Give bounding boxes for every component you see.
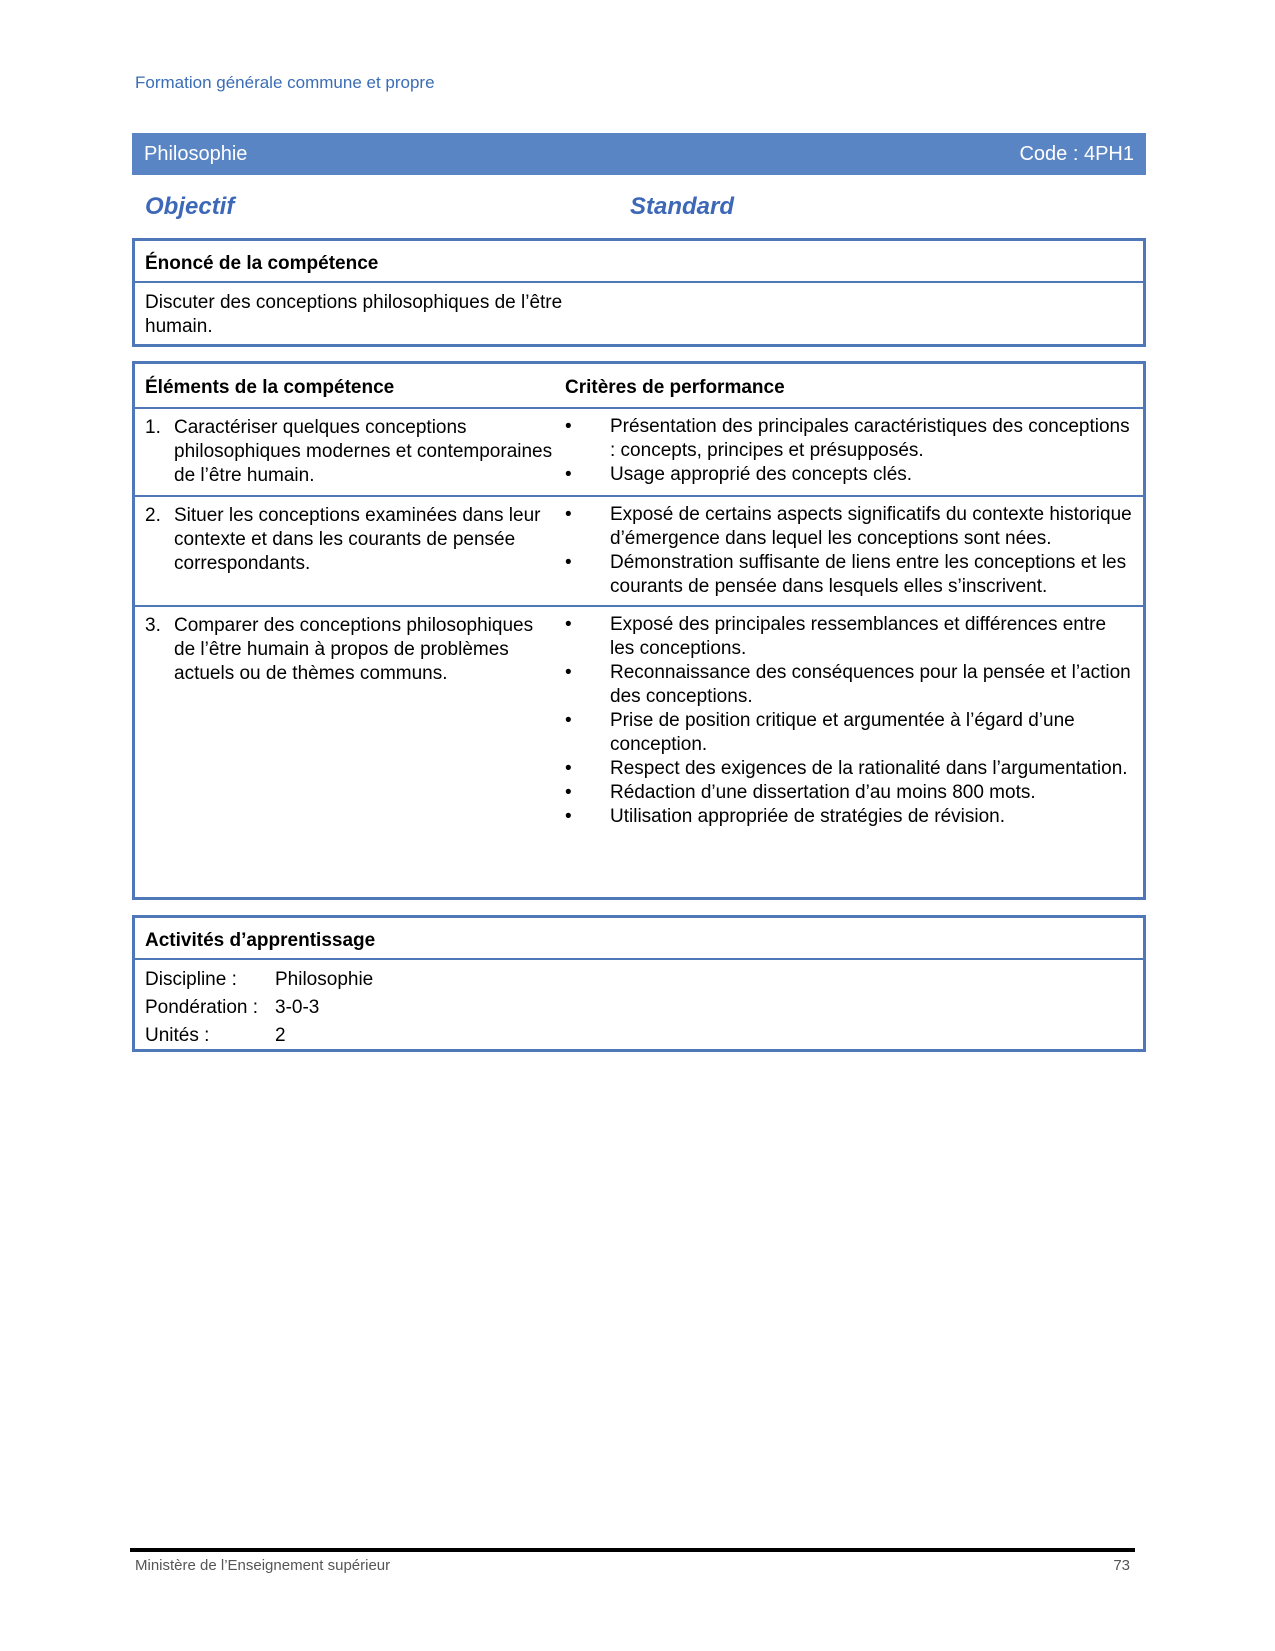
- criterion-item: • Usage approprié des concepts clés.: [565, 463, 1133, 487]
- elements-heading: Éléments de la compétence: [145, 377, 395, 398]
- unites-label: Unités :: [145, 1025, 210, 1046]
- criterion-item: • Utilisation appropriée de stratégies de révision.: [565, 805, 1133, 829]
- element-text: Situer les conceptions examinées dans leur contexte et dans les courants de pensée correspondants.: [174, 505, 541, 574]
- title-bar: [132, 133, 1146, 175]
- enonce-box: [132, 238, 1146, 347]
- unites-row: [145, 1022, 1133, 1050]
- criterion-item: • Reconnaissance des conséquences pour la pensée et l’action des conceptions.: [565, 661, 1133, 709]
- element-text: Caractériser quelques conceptions philosophiques modernes et contemporaines de l’être humain.: [174, 417, 553, 486]
- page-footer: [135, 1557, 1130, 1574]
- footer-divider: [130, 1548, 1135, 1552]
- discipline-value: Philosophie: [275, 969, 374, 990]
- discipline-row: [145, 966, 1133, 994]
- element-text: Comparer des conceptions philosophiques de l’être humain à propos de problèmes actuels ou de thèmes communs.: [174, 615, 534, 684]
- table-row: [135, 607, 1143, 835]
- activites-box: [132, 915, 1146, 1052]
- element-number: 3.: [145, 615, 161, 636]
- ponderation-label: Pondération :: [145, 997, 259, 1018]
- enonce-heading: Énoncé de la compétence: [135, 241, 1143, 283]
- subject-title: Philosophie: [144, 142, 248, 165]
- elements-header-row: [135, 364, 1143, 409]
- enonce-text: Discuter des conceptions philosophiques de l’être humain.: [145, 292, 563, 337]
- criterion-item: • Exposé des principales ressemblances et différences entre les conceptions.: [565, 613, 1133, 661]
- page-number: 73: [1113, 1557, 1130, 1574]
- standard-label: Standard: [630, 193, 735, 220]
- criterion-item: • Rédaction d’une dissertation d’au moins 800 mots.: [565, 781, 1133, 805]
- criterion-item: • Présentation des principales caractéristiques des conceptions : concepts, principes et présupposés.: [565, 415, 1133, 463]
- element-number: 1.: [145, 417, 161, 438]
- ponderation-value: 3-0-3: [275, 997, 320, 1018]
- criterion-item: • Exposé de certains aspects significatifs du contexte historique d’émergence dans lequel les conceptions sont nées.: [565, 503, 1133, 551]
- objectif-label: Objectif: [145, 193, 235, 220]
- criterion-item: • Démonstration suffisante de liens entre les conceptions et les courants de pensée dans lesquels elles s’inscrivent.: [565, 551, 1133, 599]
- page-header: Formation générale commune et propre: [135, 73, 435, 92]
- discipline-label: Discipline :: [145, 969, 237, 990]
- criteria-heading: Critères de performance: [565, 377, 785, 398]
- element-number: 2.: [145, 505, 161, 526]
- elements-table: [132, 361, 1146, 900]
- criterion-item: • Respect des exigences de la rationalité dans l’argumentation.: [565, 757, 1133, 781]
- ponderation-row: [145, 994, 1133, 1022]
- unites-value: 2: [275, 1025, 286, 1046]
- course-code: Code : 4PH1: [1019, 142, 1134, 165]
- activites-heading: Activités d’apprentissage: [135, 918, 1143, 960]
- footer-ministry: Ministère de l’Enseignement supérieur: [135, 1557, 391, 1574]
- criterion-item: • Prise de position critique et argumentée à l’égard d’une conception.: [565, 709, 1133, 757]
- table-row: [135, 497, 1143, 607]
- table-row: [135, 409, 1143, 497]
